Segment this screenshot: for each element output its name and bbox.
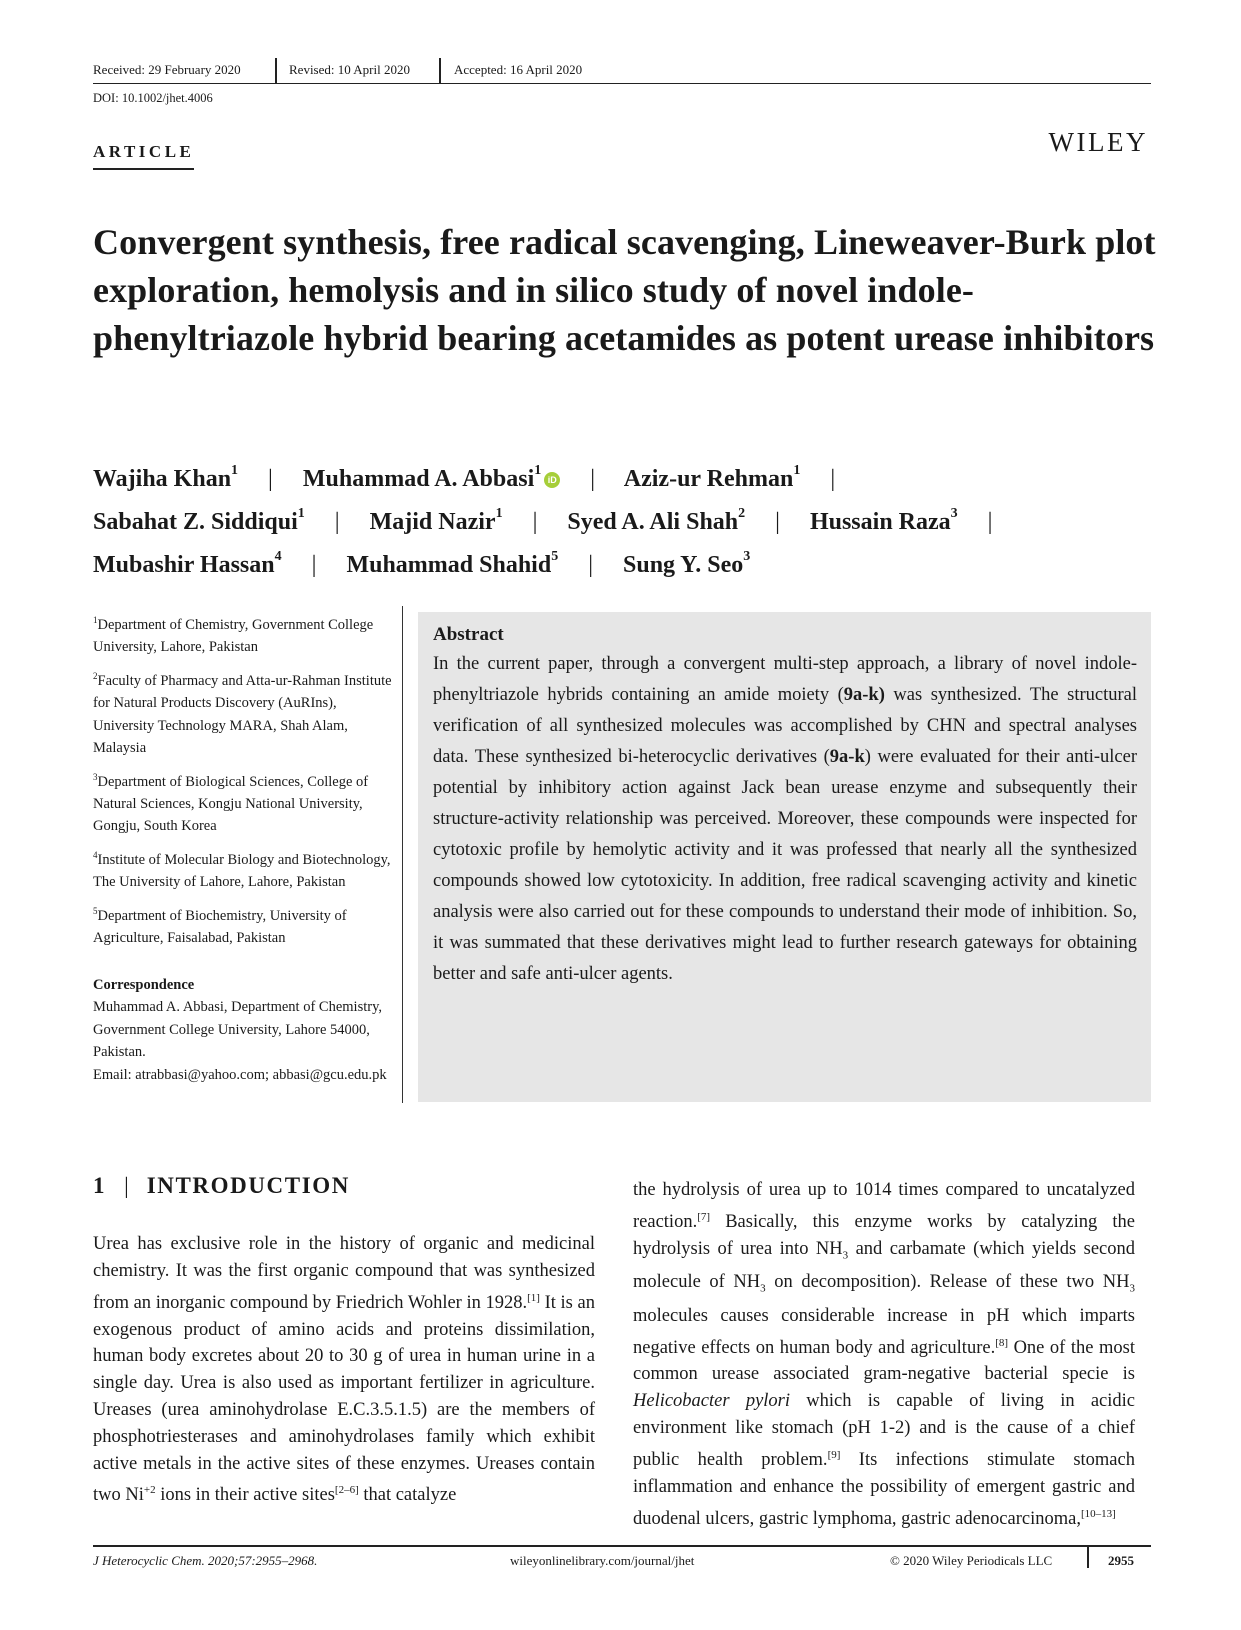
author-separator: |	[532, 509, 538, 535]
abstract-box	[418, 612, 1151, 1102]
author-name[interactable]: Mubashir Hassan	[93, 552, 275, 578]
revised-date: Revised: 10 April 2020	[289, 62, 410, 77]
citation-ref[interactable]: [8]	[995, 1336, 1009, 1349]
correspondence-address: Muhammad A. Abbasi, Department of Chemistry, Government College University, Lahore 54000, Pakistan.	[93, 999, 383, 1061]
section-number: 1	[93, 1173, 107, 1198]
subscript: 3	[1129, 1282, 1135, 1295]
author-name[interactable]: Syed A. Ali Shah	[567, 509, 739, 535]
article-type-label: ARTICLE	[93, 142, 194, 170]
body-text: molecules causes considerable increase in pH which imparts negative effects on human body and agriculture.	[633, 1305, 1135, 1358]
correspondence-heading: Correspondence	[93, 976, 195, 993]
author-name[interactable]: Aziz-ur Rehman	[623, 466, 794, 492]
footer-journal-citation: J Heterocyclic Chem. 2020;57:2955–2968.	[93, 1553, 318, 1568]
subscript: 3	[842, 1249, 849, 1262]
affiliation-number: 2	[93, 670, 98, 681]
orcid-icon[interactable]: iD	[544, 472, 560, 488]
author-separator: |	[268, 466, 273, 492]
citation-ref[interactable]: [1]	[527, 1291, 540, 1304]
abstract-segment: was synthesized. The structural verification of all synthesized molecules was accomplished by CHN and spectral analyses data. These synthesized bi-heterocyclic derivatives (	[433, 685, 1137, 767]
affiliation-marker: 3	[950, 506, 958, 521]
affiliation-number: 3	[93, 771, 98, 782]
author-separator: |	[590, 466, 596, 492]
affiliation-marker: 3	[743, 549, 751, 564]
compound-label: 9a-k	[829, 747, 865, 767]
author-separator: |	[588, 552, 593, 578]
affiliation-text: Faculty of Pharmacy and Atta-ur-Rahman Institute for Natural Products Discovery (AuRIns), University Technology MARA, Shah Alam, Malaysia	[93, 672, 392, 757]
body-text: the hydrolysis of urea up to 1014 times compared to uncatalyzed reaction.	[633, 1180, 1135, 1232]
author-name[interactable]: Sabahat Z. Siddiqui	[93, 509, 298, 535]
abstract-text	[433, 649, 1137, 990]
affiliation-marker: 4	[274, 549, 282, 564]
author-separator: |	[830, 466, 836, 492]
affiliation	[93, 609, 393, 659]
citation-ref[interactable]: [9]	[827, 1448, 841, 1461]
abstract-segment: In the current paper, through a convergent multi-step approach, a library of novel indole-phenyltriazole hybrids containing an amide moiety (	[433, 654, 1137, 705]
affiliation-marker: 1	[534, 463, 542, 478]
footer-journal-url[interactable]: wileyonlinelibrary.com/journal/jhet	[510, 1553, 695, 1568]
affiliation-text: Institute of Molecular Biology and Biotechnology, The University of Lahore, Lahore, Pakistan	[93, 851, 391, 891]
body-text: Basically, this enzyme works by catalyzing the hydrolysis of urea into NH	[633, 1211, 1135, 1259]
affiliation-number: 4	[93, 849, 98, 860]
affiliation-marker: 2	[738, 506, 746, 521]
body-text: It is an exogenous product of amino acids and proteins dissimilation, human body excretes about 20 to 30 g of urea in human urine in a single day. Urea is also used as important fertilizer in agriculture. Ureases (urea aminohydrolase E.C.3.5.1.5) are the members of phosphotriesterases and aminohydrolases family which exhibit active metals in the active sites of these enzymes. Ureases contain two Ni	[93, 1292, 595, 1506]
body-text: One of the most common urease associated gram-negative bacterial specie is	[633, 1337, 1136, 1385]
body-text: Urea has exclusive role in the history of organic and medicinal chemistry. It was the first organic compound that was synthesized from an inorganic compound by Friedrich Wohler in 1928.	[93, 1234, 595, 1313]
compound-label: 9a-k)	[843, 685, 885, 705]
citation-ref[interactable]: [2–6]	[334, 1484, 359, 1497]
article-dates	[93, 62, 1151, 84]
author-separator: |	[311, 552, 317, 578]
body-text: which is capable of living in acidic environment like stomach (pH 1-2) and is the cause of a chief public health problem.	[633, 1391, 1136, 1471]
author-name[interactable]: Muhammad Shahid	[346, 552, 552, 578]
column-divider	[402, 606, 403, 1103]
author-name[interactable]: Hussain Raza	[809, 509, 951, 535]
body-text: on decomposition). Release of these two NH	[765, 1272, 1130, 1293]
affiliation-marker: 1	[297, 506, 305, 521]
affiliation-number: 1	[93, 615, 98, 625]
author-name[interactable]: Majid Nazir	[369, 509, 496, 535]
author-separator: |	[987, 509, 993, 535]
body-text: Its infections stimulate stomach inflammation and enhance the possibility of emergent gastric and duodenal ulcers, gastric lymphoma, gastric adenocarcinoma,	[633, 1450, 1135, 1529]
abstract-heading: Abstract	[433, 624, 504, 645]
publisher-logo: WILEY	[1048, 127, 1148, 157]
author-name[interactable]: Muhammad A. Abbasi	[302, 466, 535, 492]
affiliation-text: Department of Biological Sciences, College of Natural Sciences, Kongju National University, Gongju, South Korea	[93, 773, 369, 835]
correspondence-email[interactable]: Email: atrabbasi@yahoo.com; abbasi@gcu.edu.pk	[93, 1066, 387, 1083]
author-separator: |	[334, 509, 340, 535]
affiliation	[93, 665, 393, 760]
footer-rule	[93, 1545, 1151, 1547]
date-separator	[275, 58, 277, 84]
affiliation	[93, 766, 393, 838]
affiliation-marker: 5	[551, 549, 559, 564]
page-number: 2955	[1108, 1553, 1134, 1568]
affiliation-marker: 1	[495, 506, 503, 521]
footer-separator	[1087, 1546, 1089, 1568]
section-title: INTRODUCTION	[146, 1173, 350, 1198]
citation-ref[interactable]: [7]	[697, 1210, 711, 1223]
accepted-date: Accepted: 16 April 2020	[454, 62, 583, 77]
affiliations	[93, 609, 393, 1086]
affiliation-number: 5	[93, 905, 98, 916]
affiliation-text: Department of Biochemistry, University of Agriculture, Faisalabad, Pakistan	[93, 907, 347, 947]
author-separator: |	[775, 509, 780, 535]
body-column-left	[93, 1231, 595, 1509]
citation-ref[interactable]: [10–13]	[1080, 1507, 1116, 1520]
date-separator	[439, 58, 441, 84]
doi: DOI: 10.1002/jhet.4006	[93, 91, 213, 105]
affiliation-text: Department of Chemistry, Government College University, Lahore, Pakistan	[93, 616, 374, 656]
body-text: that catalyze	[358, 1485, 457, 1506]
affiliation-marker: 1	[231, 463, 239, 478]
section-separator: |	[124, 1173, 129, 1198]
affiliation-marker: 1	[793, 463, 801, 478]
affiliation	[93, 900, 393, 950]
species-name: Helicobacter pylori	[633, 1391, 791, 1412]
section-heading	[93, 1173, 350, 1199]
paper-title: Convergent synthesis, free radical scavenging, Lineweaver-Burk plot exploration, hemolysis and in silico study of novel indole-phenyltriazole hybrid bearing acetamides as potent urease inhibitors	[93, 222, 1156, 358]
charge-superscript: +2	[143, 1484, 156, 1497]
received-date: Received: 29 February 2020	[93, 62, 241, 77]
abstract-segment: ) were evaluated for their anti-ulcer potential by inhibitory action against Jack bean urease enzyme and subsequently their structure-activity relationship was perceived. Moreover, these compounds were inspected for cytotoxic profile by hemolytic activity and it was professed that nearly all the synthesized compounds showed low cytotoxicity. In addition, free radical scavenging activity and kinetic analysis were also carried out for these compounds to understand their mode of inhibition. So, it was summated that these derivatives might lead to further research gateways for obtaining better and safe anti-ulcer agents.	[433, 747, 1137, 984]
author-name[interactable]: Sung Y. Seo	[623, 552, 744, 578]
affiliation	[93, 844, 393, 894]
author-list	[93, 455, 1153, 584]
body-text: ions in their active sites	[155, 1485, 335, 1506]
subscript: 3	[760, 1282, 766, 1295]
footer-copyright: © 2020 Wiley Periodicals LLC	[890, 1553, 1053, 1568]
author-name[interactable]: Wajiha Khan	[93, 466, 232, 492]
body-text: and carbamate (which yields second molecule of NH	[633, 1238, 1135, 1293]
body-column-right	[633, 1177, 1135, 1533]
